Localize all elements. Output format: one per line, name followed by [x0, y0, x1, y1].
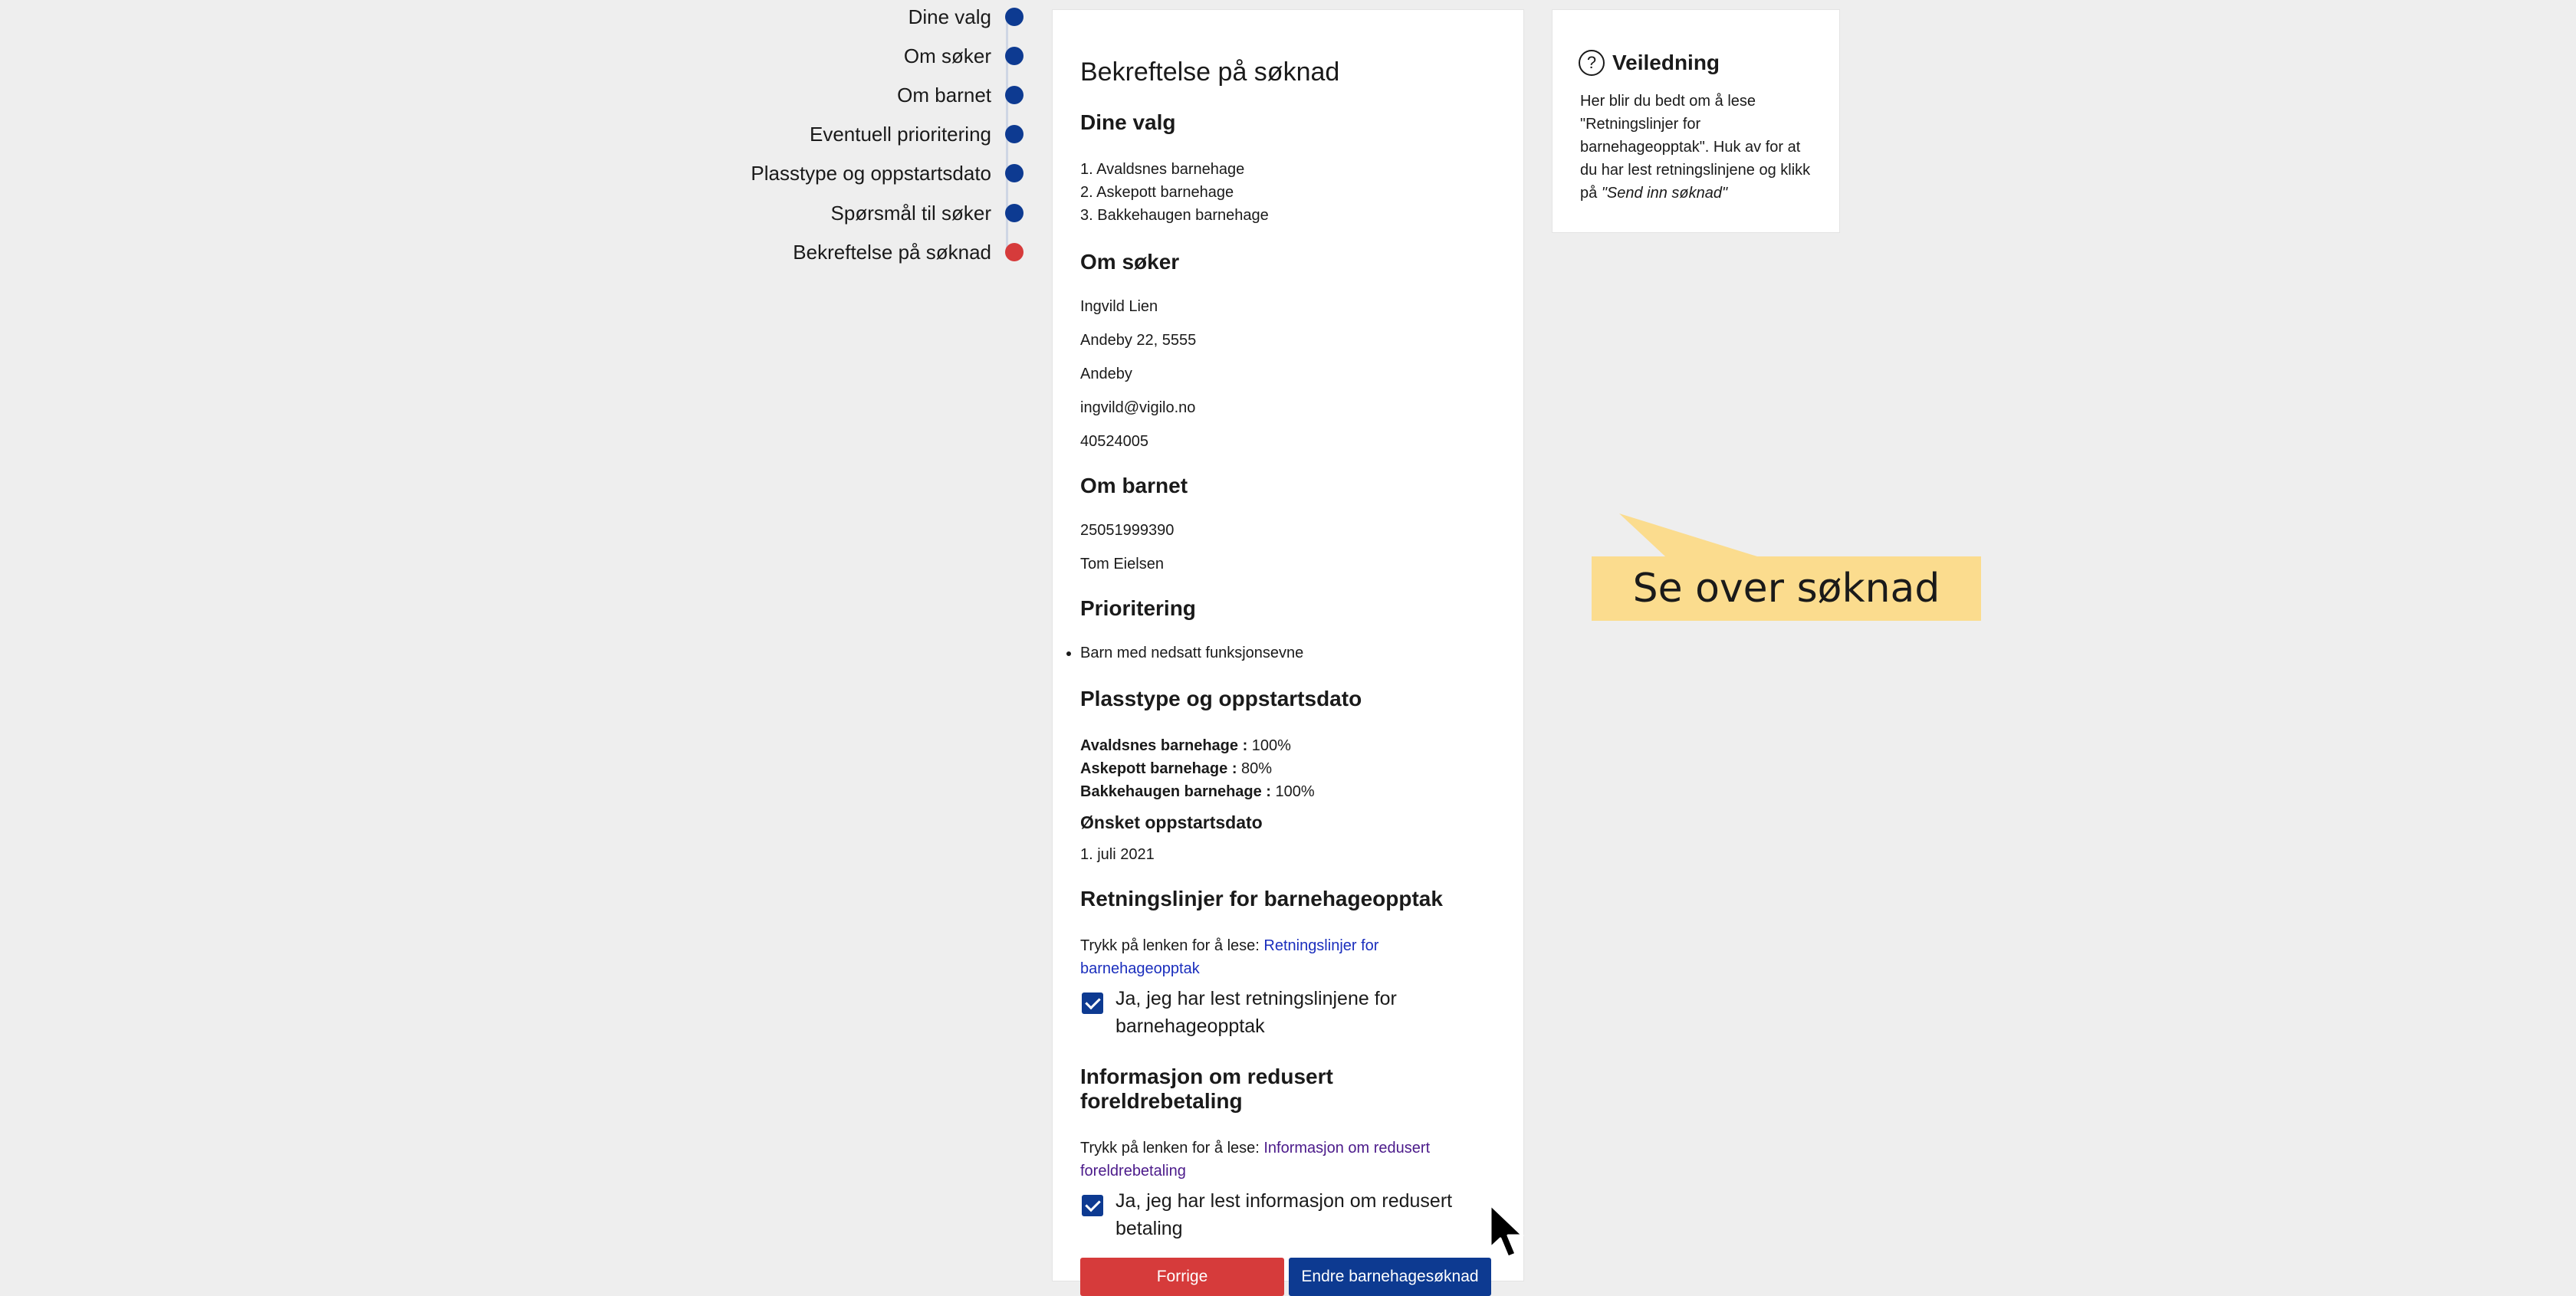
applicant-address: Andeby 22, 5555 — [1080, 332, 1197, 349]
applicant-email: ingvild@vigilo.no — [1080, 399, 1196, 416]
step-prioritering[interactable] — [810, 115, 1027, 153]
payment-info-read-text — [1080, 1137, 1494, 1183]
payment-info-checkbox[interactable] — [1082, 1195, 1103, 1216]
applicant-city: Andeby — [1080, 366, 1132, 382]
placement-kindergarten: Avaldsnes barnehage : — [1080, 737, 1248, 754]
placement-percentage: 100% — [1275, 783, 1315, 800]
section-heading-om-barnet: Om barnet — [1080, 474, 1188, 497]
guidelines-checkbox-label[interactable]: Ja, jeg har lest retningslinjene for barnehageopptak — [1116, 988, 1397, 1037]
placement-kindergarten: Bakkehaugen barnehage : — [1080, 783, 1271, 800]
step-label: Dine valg — [908, 5, 991, 28]
section-heading-plasstype: Plasstype og oppstartsdato — [1080, 687, 1362, 710]
placement-row — [1080, 734, 1494, 757]
list-item: 1. Avaldsnes barnehage — [1080, 161, 1245, 178]
step-label: Om barnet — [897, 83, 991, 107]
placement-row — [1080, 757, 1494, 780]
list-item: • Barn med nedsatt funksjonsevne — [1080, 644, 1494, 662]
step-dot — [1005, 47, 1024, 65]
confirmation-card — [1052, 9, 1524, 1285]
progress-stepper — [675, 0, 1027, 276]
guidelines-link[interactable]: Retningslinjer for barnehageopptak — [1080, 937, 1379, 977]
guidance-header — [1580, 50, 1818, 76]
step-label: Spørsmål til søker — [830, 201, 991, 225]
guidelines-checkbox[interactable] — [1082, 993, 1103, 1014]
step-label: Eventuell prioritering — [809, 122, 991, 146]
list-item: 3. Bakkehaugen barnehage — [1080, 207, 1269, 224]
placement-row — [1080, 780, 1494, 803]
placement-percentage: 100% — [1251, 737, 1291, 754]
placement-kindergarten: Askepott barnehage : — [1080, 760, 1237, 777]
section-heading-prioritering: Prioritering — [1080, 596, 1196, 620]
start-date-heading: Ønsket oppstartsdato — [1080, 812, 1263, 832]
guidelines-confirmation — [1080, 985, 1494, 1040]
step-label: Plasstype og oppstartsdato — [751, 161, 991, 185]
section-heading-dine-valg: Dine valg — [1080, 110, 1176, 134]
step-dine-valg[interactable] — [909, 0, 1027, 36]
guidance-panel — [1552, 9, 1840, 233]
callout-tail — [1619, 513, 1773, 559]
section-heading-om-soker: Om søker — [1080, 250, 1180, 274]
callout-text: Se over søknad — [1632, 566, 1940, 612]
guidance-emphasis: "Send inn søknad" — [1601, 185, 1728, 202]
placement-percentage: 80% — [1241, 760, 1273, 777]
payment-info-checkbox-label[interactable]: Ja, jeg har lest informasjon om redusert betaling — [1116, 1190, 1453, 1239]
step-label: Om søker — [903, 44, 991, 67]
step-dot — [1005, 86, 1024, 104]
tutorial-callout — [1592, 556, 1981, 621]
section-heading-retningslinjer: Retningslinjer for barnehageopptak — [1080, 887, 1443, 910]
action-buttons — [1080, 1258, 1494, 1296]
mouse-pointer-icon — [1487, 1203, 1530, 1260]
read-prefix: Trykk på lenken for å lese: — [1080, 937, 1264, 954]
step-dot — [1005, 164, 1024, 182]
step-dot-active — [1005, 243, 1024, 261]
payment-info-link[interactable]: Informasjon om redusert foreldrebetaling — [1080, 1140, 1431, 1180]
step-label: Bekreftelse på søknad — [793, 240, 991, 264]
applicant-name: Ingvild Lien — [1080, 298, 1158, 315]
guidance-title: Veiledning — [1612, 51, 1720, 74]
step-om-soker[interactable] — [904, 37, 1027, 75]
step-dot — [1005, 8, 1024, 26]
child-name: Tom Eielsen — [1080, 556, 1164, 573]
page-title: Bekreftelse på søknad — [1080, 57, 1340, 87]
step-bekreftelse[interactable] — [793, 233, 1027, 271]
step-dot — [1005, 125, 1024, 143]
choices-list — [1080, 158, 1494, 227]
start-date: 1. juli 2021 — [1080, 846, 1155, 863]
priority-list — [1080, 644, 1494, 662]
applicant-phone: 40524005 — [1080, 433, 1148, 450]
step-sporsmal[interactable] — [831, 194, 1027, 232]
previous-button[interactable]: Forrige — [1080, 1258, 1284, 1296]
payment-info-confirmation — [1080, 1187, 1494, 1242]
question-circle-icon: ? — [1579, 50, 1605, 76]
section-heading-foreldrebetaling: Informasjon om redusert foreldrebetaling — [1080, 1065, 1333, 1113]
step-om-barnet[interactable] — [897, 76, 1027, 114]
guidance-text — [1580, 90, 1818, 205]
step-dot — [1005, 204, 1024, 222]
list-item: 2. Askepott barnehage — [1080, 184, 1234, 201]
change-application-button[interactable]: Endre barnehagesøknad — [1289, 1258, 1491, 1296]
read-prefix: Trykk på lenken for å lese: — [1080, 1140, 1264, 1157]
child-id-number: 25051999390 — [1080, 522, 1175, 539]
guidance-body: Her blir du bedt om å lese "Retningslinjer for barnehageopptak". Huk av for at du har lest retningslinjene og klikk på — [1580, 93, 1811, 202]
step-plasstype[interactable] — [751, 154, 1027, 192]
guidelines-read-text — [1080, 934, 1494, 980]
